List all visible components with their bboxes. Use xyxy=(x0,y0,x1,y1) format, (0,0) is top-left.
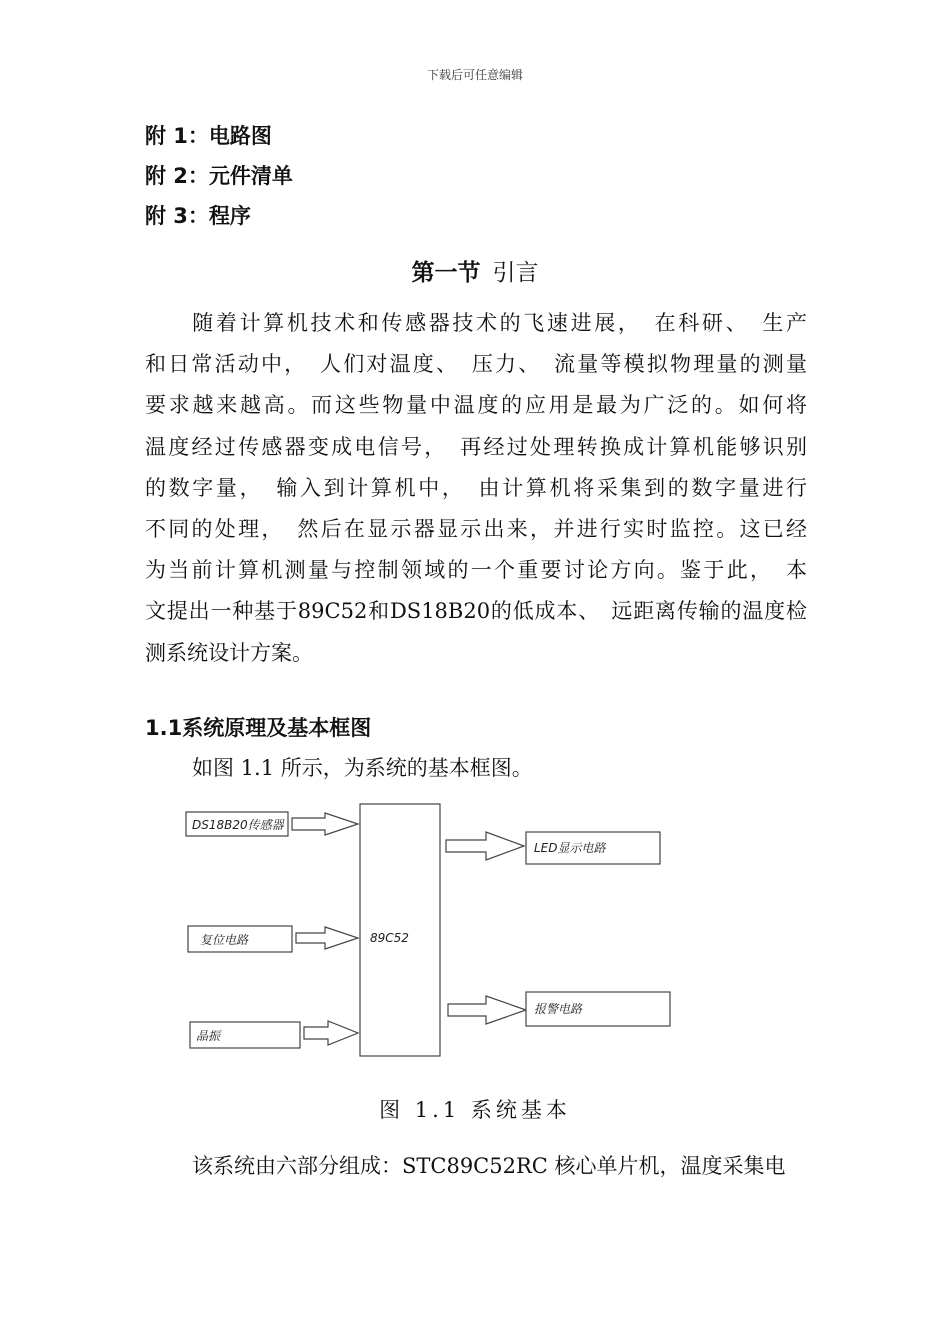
alarm-label: 报警电路 xyxy=(534,1002,583,1016)
paragraph-line: 的数字量， 输入到计算机中， 由计算机将采集到的数字量进行 xyxy=(145,475,807,500)
crystal-label: 晶振 xyxy=(196,1029,221,1043)
paragraph-line: 温度经过传感器变成电信号， 再经过处理转换成计算机能够识别 xyxy=(145,434,807,459)
page-header: 下载后可任意编辑 xyxy=(426,68,523,82)
paragraph-line: 不同的处理， 然后在显示器显示出来，并进行实时监控。这已经 xyxy=(145,516,807,541)
paragraph-line: 要求越来越高。而这些物量中温度的应用是最为广泛的。如何将 xyxy=(145,393,807,418)
reset-label: 复位电路 xyxy=(200,933,249,947)
arrow-reset xyxy=(296,927,358,949)
led-label: LED显示电路 xyxy=(534,841,606,855)
paragraph-line: 文提出一种基于89C52和DS18B20的低成本、 远距离传输的温度检 xyxy=(145,599,807,624)
mcu-block xyxy=(360,804,440,1056)
arrow-crystal xyxy=(304,1021,358,1045)
appendix-2: 附 2：元件清单 xyxy=(145,164,293,188)
body-last-line: 该系统由六部分组成：STC89C52RC 核心单片机，温度采集电 xyxy=(192,1154,786,1178)
section-number: 第一节 xyxy=(411,260,481,286)
block-diagram xyxy=(180,796,680,1066)
paragraph-line: 和日常活动中， 人们对温度、 压力、 流量等模拟物理量的测量 xyxy=(145,352,807,377)
paragraph-line: 随着计算机技术和传感器技术的飞速进展， 在科研、 生产 xyxy=(145,311,807,335)
paragraph-line: 为当前计算机测量与控制领域的一个重要讨论方向。鉴于此， 本 xyxy=(145,558,807,583)
sensor-label: DS18B20传感器 xyxy=(192,818,284,832)
figure-reference: 如图 1.1 所示，为系统的基本框图。 xyxy=(192,756,533,780)
section-heading xyxy=(0,254,950,287)
section-title: 引言 xyxy=(492,260,539,286)
intro-paragraph xyxy=(145,303,807,674)
subsection-heading: 1.1系统原理及基本框图 xyxy=(145,716,372,740)
mcu-label: 89C52 xyxy=(370,931,409,945)
appendix-1: 附 1：电路图 xyxy=(145,124,272,148)
appendix-3: 附 3：程序 xyxy=(145,204,251,228)
paragraph-line: 测系统设计方案。 xyxy=(145,640,313,665)
figure-caption: 图 1.1 系统基本 xyxy=(379,1098,571,1122)
arrow-led xyxy=(446,832,524,860)
arrow-alarm xyxy=(448,996,526,1024)
arrow-sensor xyxy=(292,813,358,835)
